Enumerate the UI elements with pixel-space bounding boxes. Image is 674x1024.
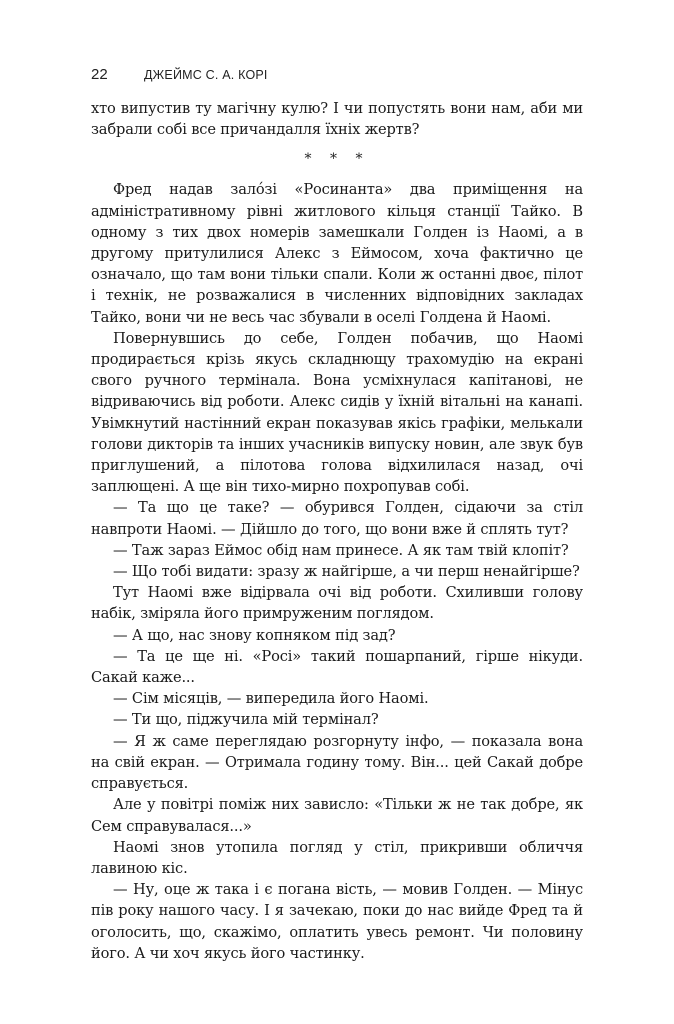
paragraph: Наомі знов утопила погляд у стіл, прикривши обличчя лавиною кіс. [91, 838, 583, 877]
paragraph: — А що, нас знову копняком під зад? [113, 626, 396, 644]
paragraph: — Таж зараз Еймос обід нам принесе. А як там твій клопіт? [113, 541, 569, 559]
paragraph: — Ти що, піджучила мій термінал? [113, 711, 379, 729]
opening-paragraph: хто випустив ту магічну кулю? І чи попустять вони нам, аби ми забрали собі все причандалля їхніх жертв? [91, 100, 583, 139]
paragraph: Фред надав залóзі «Росинанта» два приміщення на адміністративному рівні житлового кільця станції Тайко. В одному з тих двох номерів замешкали Голден із Наомі, а в другому притулилися Алекс з Еймосом, хоча фактично це означало, що там вони тільки спали. Коли ж останні двоє, пілот і технік, не розважалися в численних відповідних закладах Тайко, вони чи не весь час збували в оселі Голдена й Наомі. [91, 181, 583, 326]
body-text [91, 98, 583, 964]
paragraph: — Я ж саме переглядаю розгорнуту інфо, — показала вона на свій екран. — Отримала годину тому. Він... цей Сакай добре справується. [91, 732, 583, 793]
page-number: 22 [91, 66, 108, 83]
paragraph: — Та це ще ні. «Росі» такий пошарпаний, гірше нікуди. Сакай каже... [91, 647, 583, 687]
running-head-author: ДЖЕЙМС С. А. КОРІ [144, 68, 268, 82]
paragraph: Але у повітрі поміж них зависло: «Тільки ж не так добре, як Сем справувалася...» [91, 796, 583, 835]
paragraph: — Ну, оце ж така і є погана вість, — мовив Голден. — Мінус пів року нашого часу. І я зачекаю, поки до нас вийде Фред та й оголосить, що, скажімо, оплатить увесь ремонт. Чи половину його. А чи хоч якусь його частинку. [91, 881, 583, 962]
paragraph: — Що тобі видати: зразу ж найгірше, а чи перш ненайгірше? [113, 563, 580, 581]
paragraph: Повернувшись до себе, Голден побачив, що Наомі продирається крізь якусь складнющу трахомудію на екрані свого ручного термінала. Вона усміхнулася капітанові, не відриваючись від роботи. Алекс сидів у їхній вітальні на канапі. Увімкнутий настінний екран показував якісь графіки, мелькали голови дикторів та інших учасників випуску новин, але звук був приглушений, а пілотова голова відхилилася назад, очі заплющені. А ще він тихо-мирно похропував собі. [91, 329, 583, 496]
paragraph: — Та що це таке? — обурився Голден, сідаючи за стіл навпроти Наомі. — Дійшло до того, що вони вже й сплять тут? [91, 499, 583, 538]
page-header [91, 66, 268, 83]
section-separator: * * * [304, 151, 370, 168]
paragraph: Тут Наомі вже відірвала очі від роботи. Схиливши голову набік, зміряла його примруженим поглядом. [91, 584, 583, 623]
paragraph: — Сім місяців, — випередила його Наомі. [113, 690, 429, 708]
